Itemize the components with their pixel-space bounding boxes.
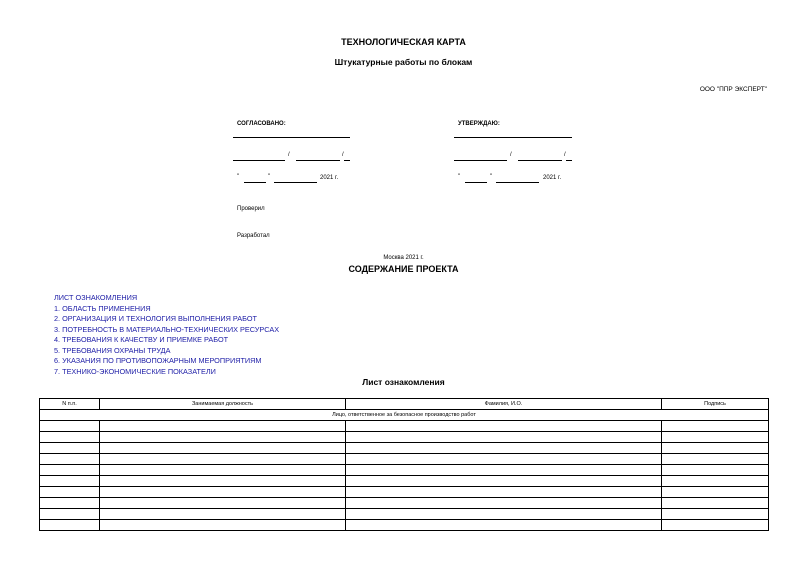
table-cell [40, 454, 100, 465]
table-cell [100, 476, 346, 487]
table-row [40, 509, 769, 520]
table-cell [346, 421, 662, 432]
agreed-year: 2021 г. [320, 175, 339, 181]
toc-link-scope[interactable]: 1. ОБЛАСТЬ ПРИМЕНЕНИЯ [54, 303, 151, 313]
document-title: ТЕХНОЛОГИЧЕСКАЯ КАРТА [341, 37, 466, 47]
column-header-position: Занимаемая должность [100, 399, 346, 410]
responsible-person-row [40, 410, 769, 421]
table-cell [100, 520, 346, 531]
toc-link-fire[interactable]: 6. УКАЗАНИЯ ПО ПРОТИВОПОЖАРНЫМ МЕРОПРИЯТИЯМ [54, 356, 262, 365]
table-cell [100, 421, 346, 432]
document-subtitle: Штукатурные работы по блокам [334, 57, 473, 67]
table-cell [662, 454, 769, 465]
column-header-signature: Подпись [662, 399, 769, 410]
agreed-quote-open: " [237, 174, 240, 180]
table-cell [346, 509, 662, 520]
agreed-slash-1: / [288, 152, 290, 158]
table-cell [346, 454, 662, 465]
table-cell [40, 487, 100, 498]
table-row [40, 476, 769, 487]
contents-title: СОДЕРЖАНИЕ ПРОЕКТА [348, 264, 459, 274]
agreed-sign-line-2 [296, 160, 340, 161]
table-cell [100, 432, 346, 443]
toc-link-organization[interactable]: 2. ОРГАНИЗАЦИЯ И ТЕХНОЛОГИЯ ВЫПОЛНЕНИЯ РАБОТ [54, 314, 257, 323]
table-cell [346, 476, 662, 487]
agreed-day-line [244, 182, 266, 183]
table-of-contents [54, 293, 279, 377]
approve-slash-1: / [510, 152, 512, 158]
familiarization-title: Лист ознакомления [362, 377, 445, 387]
table-cell [662, 476, 769, 487]
table-cell [100, 443, 346, 454]
table-header-row [40, 399, 769, 410]
approve-sign-line-3 [566, 160, 572, 161]
table-cell [346, 432, 662, 443]
agreed-sign-line-1 [233, 160, 285, 161]
column-header-name: Фамилия, И.О. [346, 399, 662, 410]
table-cell [100, 465, 346, 476]
table-row [40, 520, 769, 531]
toc-link-familiarization[interactable]: ЛИСТ ОЗНАКОМЛЕНИЯ [54, 293, 138, 302]
table-row [40, 498, 769, 509]
toc-link-safety[interactable]: 5. ТРЕБОВАНИЯ ОХРАНЫ ТРУДА [54, 345, 171, 355]
table-row [40, 443, 769, 454]
table-row [40, 421, 769, 432]
approve-quote-close: " [490, 174, 493, 180]
responsible-person-cell: Лицо, ответственное за безопасное производство работ [40, 410, 769, 421]
toc-link-resources[interactable]: 3. ПОТРЕБНОСТЬ В МАТЕРИАЛЬНО-ТЕХНИЧЕСКИХ РЕСУРСАХ [54, 324, 280, 334]
table-cell [346, 487, 662, 498]
table-cell [100, 454, 346, 465]
approve-slash-2: / [564, 152, 566, 158]
toc-link-quality[interactable]: 4. ТРЕБОВАНИЯ К КАЧЕСТВУ И ПРИЕМКЕ РАБОТ [54, 335, 229, 344]
toc-link-economics[interactable]: 7. ТЕХНИКО-ЭКОНОМИЧЕСКИЕ ПОКАЗАТЕЛИ [54, 366, 216, 376]
table-cell [100, 487, 346, 498]
column-header-number: N п.п. [40, 399, 100, 410]
table-cell [40, 443, 100, 454]
table-row [40, 454, 769, 465]
table-cell [346, 465, 662, 476]
approve-day-line [465, 182, 487, 183]
approve-month-line [496, 182, 539, 183]
approve-signature-line [454, 137, 572, 138]
agreed-month-line [274, 182, 317, 183]
company-name: ООО "ППР ЭКСПЕРТ" [699, 86, 767, 93]
table-row [40, 432, 769, 443]
table-cell [40, 520, 100, 531]
table-cell [662, 443, 769, 454]
table-row [40, 465, 769, 476]
table-cell [346, 520, 662, 531]
developed-by-label: Разработал [237, 233, 270, 239]
table-cell [100, 509, 346, 520]
table-cell [100, 498, 346, 509]
table-cell [40, 509, 100, 520]
table-cell [40, 432, 100, 443]
table-cell [40, 498, 100, 509]
agreed-heading: СОГЛАСОВАНО: [237, 121, 286, 127]
table-cell [40, 421, 100, 432]
approve-heading: УТВЕРЖДАЮ: [458, 121, 500, 127]
table-cell [40, 465, 100, 476]
agreed-sign-line-3 [344, 160, 350, 161]
table-cell [662, 465, 769, 476]
table-cell [662, 520, 769, 531]
table-cell [346, 498, 662, 509]
agreed-slash-2: / [342, 152, 344, 158]
agreed-quote-close: " [268, 174, 271, 180]
approve-year: 2021 г. [543, 175, 562, 181]
table-cell [662, 498, 769, 509]
table-cell [662, 509, 769, 520]
table-cell [662, 421, 769, 432]
familiarization-table [39, 398, 769, 531]
table-row [40, 487, 769, 498]
agreed-signature-line [233, 137, 350, 138]
table-cell [40, 476, 100, 487]
approve-quote-open: " [458, 174, 461, 180]
checked-by-label: Проверил [237, 206, 265, 212]
table-cell [346, 443, 662, 454]
city-year: Москва 2021 г. [383, 255, 424, 261]
table-cell [662, 432, 769, 443]
table-cell [662, 487, 769, 498]
approve-sign-line-2 [518, 160, 562, 161]
approve-sign-line-1 [454, 160, 507, 161]
